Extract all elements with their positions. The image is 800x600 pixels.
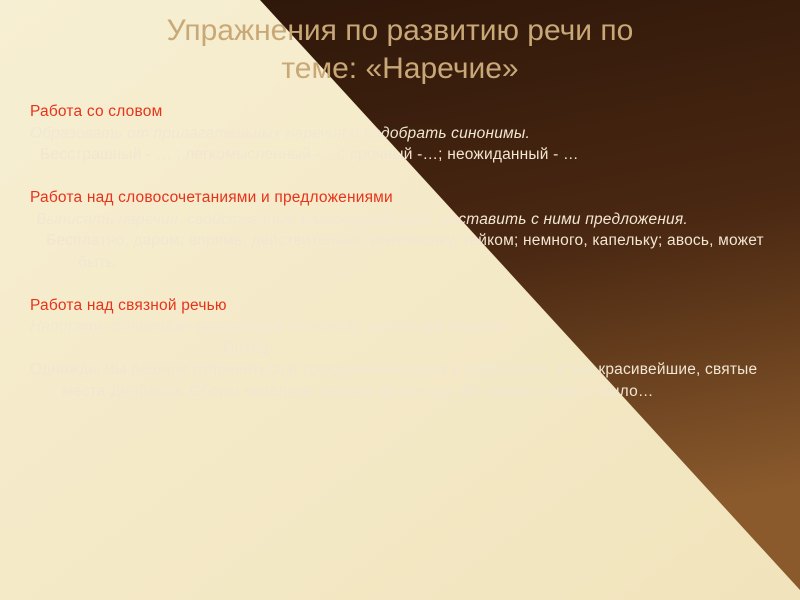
section-examples-phrases: Бесплатно, даром; впрямь, действительно; втихомолку, тайком; немного, капельку; авось, может быть. (46, 232, 764, 271)
section-task-phrases: Выписать наречия, свойственные разговорной речи, составить с ними предложения. (36, 210, 688, 228)
section-examples-word-work: Бесстрашный - … ; легкомысленный -….; срочный -…; неожиданный - … (40, 146, 579, 163)
section-heading-coherent-speech: Работа над связной речью (30, 296, 227, 314)
essay-text: Однажды мы решили отправиться в трёхдневный поход в Святогорье, в эти красивейшие, святые места Донбасса. Сборы начались задолго до похода. Во-первых, нужно было… (30, 361, 758, 400)
spacer (30, 166, 770, 188)
spacer (30, 273, 770, 295)
section-heading-phrases: Работа над словосочетаниями и предложениями (30, 189, 393, 206)
section-task-word-work: Образовать от прилагательных наречия и подобрать синонимы. (30, 124, 530, 142)
slide-content (30, 101, 770, 402)
title-line-2: теме: «Наречие» (281, 52, 519, 85)
section-heading-word-work: Работа со словом (30, 103, 163, 120)
essay-title: Поход (223, 339, 269, 357)
slide-title (0, 12, 800, 88)
section-task-coherent-speech: Написать сочинение- миниатюру по началу, используя наречия (30, 318, 509, 335)
title-line-1: Упражнения по развитию речи по (166, 14, 634, 47)
